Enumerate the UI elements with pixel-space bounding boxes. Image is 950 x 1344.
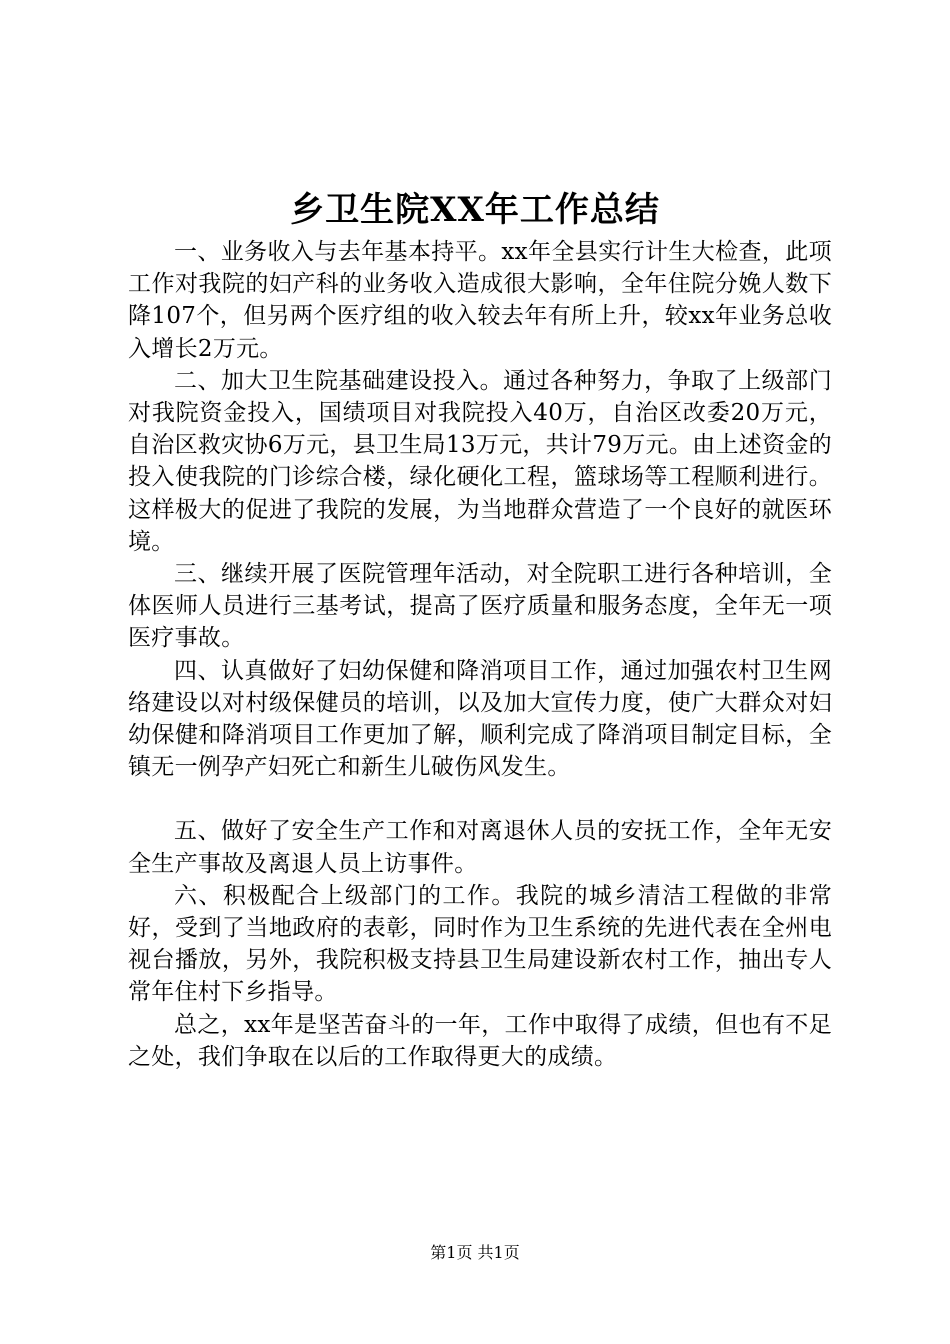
page-number-footer: 第1页 共1页 [430, 1243, 520, 1262]
paragraph-summary: 总之，xx年是坚苦奋斗的一年，工作中取得了成绩，但也有不足之处，我们争取在以后的工作取得更大的成绩。 [128, 1011, 832, 1070]
paragraph-infrastructure: 二、加大卫生院基础建设投入。通过各种努力，争取了上级部门对我院资金投入，国绩项目对我院投入40万，自治区改委20万元，自治区救灾协6万元，县卫生局13万元，共计79万元。由上述资金的投入使我院的门诊综合楼，绿化硬化工程，篮球场等工程顺利进行。这样极大的促进了我院的发展，为当地群众营造了一个良好的就医环境。 [128, 367, 832, 555]
paragraph-safety-production: 五、做好了安全生产工作和对离退休人员的安抚工作，全年无安全生产事故及离退人员上访事件。 [128, 818, 832, 877]
document-title: 乡卫生院XX年工作总结 [290, 190, 660, 230]
paragraph-maternal-child-health: 四、认真做好了妇幼保健和降消项目工作，通过加强农村卫生网络建设以对村级保健员的培训，以及加大宣传力度，使广大群众对妇幼保健和降消项目工作更加了解，顺利完成了降消项目制定目标，全镇无一例孕产妇死亡和新生儿破伤风发生。 [128, 657, 832, 781]
paragraph-business-income: 一、业务收入与去年基本持平。xx年全县实行计生大检查，此项工作对我院的妇产科的业务收入造成很大影响，全年住院分娩人数下降107个，但另两个医疗组的收入较去年有所上升，较xx年业务总收入增长2万元。 [128, 239, 832, 362]
document-body [128, 236, 832, 1073]
paragraph-cooperation: 六、积极配合上级部门的工作。我院的城乡清洁工程做的非常好，受到了当地政府的表彰，同时作为卫生系统的先进代表在全州电视台播放，另外，我院积极支持县卫生局建设新农村工作，抽出专人常年住村下乡指导。 [128, 882, 832, 1006]
paragraph-hospital-management: 三、继续开展了医院管理年活动，对全院职工进行各种培训，全体医师人员进行三基考试，提高了医疗质量和服务态度，全年无一项医疗事故。 [128, 561, 832, 652]
